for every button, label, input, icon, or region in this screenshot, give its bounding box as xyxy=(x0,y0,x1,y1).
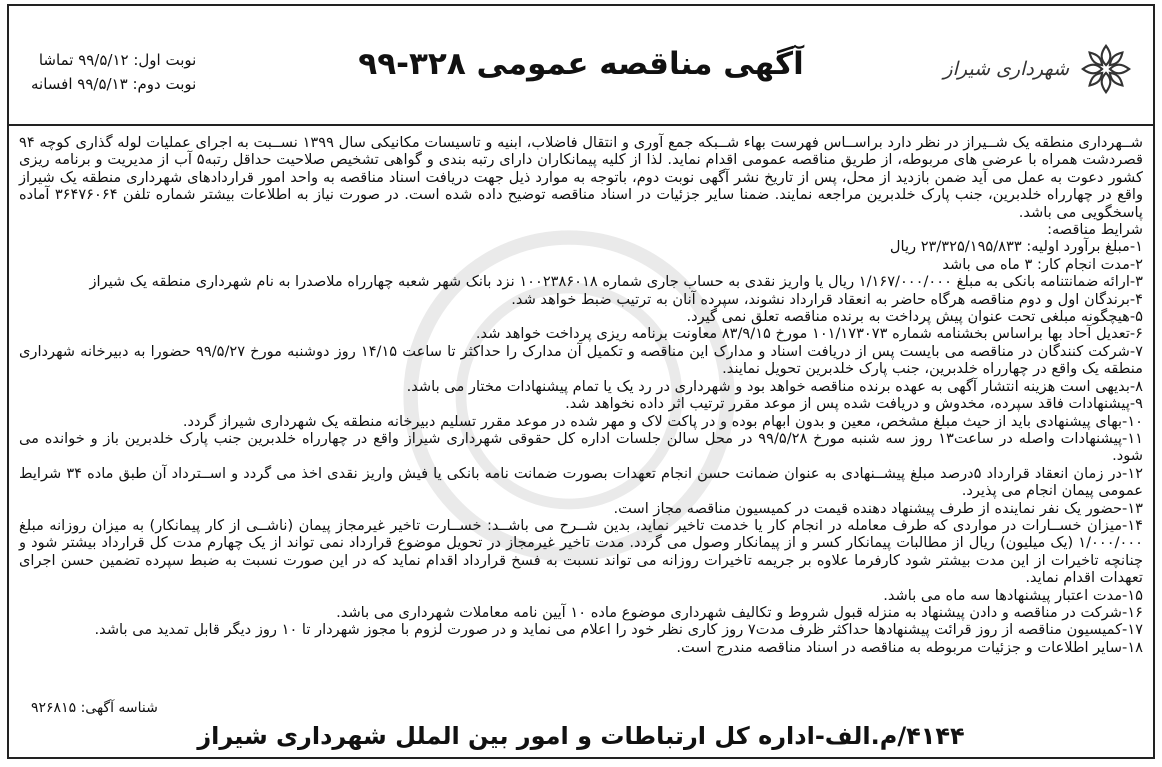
condition-item: ۱۸-سایر اطلاعات و جزئیات مربوطه به مناقصه در اسناد مناقصه مندرج است. xyxy=(676,638,1143,656)
condition-item: ۱۰-بهای پیشنهادی باید از حیث مبلغ مشخص، معین و بدون ابهام بوده و در پاکت لاک و مهر شده در موعد مقرر تسلیم دبیرخانه منطقه یک شهرداری شیراز گردد. xyxy=(182,412,1143,430)
publication-dates xyxy=(31,48,196,96)
notice-body xyxy=(19,134,1143,656)
condition-item: ۲-مدت انجام کار: ۳ ماه می باشد xyxy=(942,255,1143,273)
condition-item: ۵-هیچگونه مبلغی تحت عنوان پیش پرداخت به برنده مناقصه تعلق نمی گیرد. xyxy=(686,308,1143,326)
condition-item: ۹-پیشنهادات فاقد سپرده، مخدوش و دریافت شده پس از موعد مقرر ترتیب اثر داده نخواهد شد. xyxy=(565,395,1143,413)
footer-issuer: ۴۱۴۴/م.الف-اداره کل ارتباطات و امور بین الملل شهرداری شیراز xyxy=(197,722,965,750)
first-round-date: نوبت اول: ۹۹/۵/۱۲ تماشا xyxy=(38,51,197,69)
condition-item: ۱۵-مدت اعتبار پیشنهادها سه ماه می باشد. xyxy=(883,586,1143,604)
condition-item: ۱۳-حضور یک نفر نماینده از طرف پیشنهاد دهنده قیمت در کمیسیون مناقصه مجاز است. xyxy=(613,499,1143,517)
condition-item: ۴-برندگان اول و دوم مناقصه هرگاه حاضر به انعقاد قرارداد نشوند، سپرده آنان به ترتیب ضبط خواهد شد. xyxy=(511,290,1143,308)
logo-text: شهرداری شیراز xyxy=(943,58,1069,80)
condition-item: ۶-تعدیل آحاد بها براساس بخشنامه شماره ۱۰۱/۱۷۳۰۷۳ مورخ ۸۳/۹/۱۵ معاونت برنامه ریزی پرداخت خواهد شد. xyxy=(475,325,1143,343)
condition-item: ۸-بدیهی است هزینه انتشار آگهی به عهده برنده مناقصه خواهد بود و شهرداری در رد یک یا تمام پیشنهادات مختار می باشد. xyxy=(406,377,1143,395)
notice-title: آگهی مناقصه عمومی ۳۲۸-۹۹ xyxy=(358,46,804,82)
ad-code: شناسه آگهی: ۹۲۶۸۱۵ xyxy=(31,700,158,716)
condition-item: ۱۶-شرکت در مناقصه و دادن پیشنهاد به منزله قبول شروط و تکالیف شهرداری موضوع ماده ۱۰ آیین نامه معاملات شهرداری می باشد. xyxy=(336,603,1143,621)
tender-notice xyxy=(7,4,1155,759)
conditions-heading: شرایط مناقصه: xyxy=(1047,221,1143,239)
conditions-list xyxy=(19,238,1143,656)
intro-paragraph: شــهرداری منطقه یک شــیراز در نظر دارد براســاس فهرست بهاء شــبکه جمع آوری و انتقال فاضلاب، ابنیه و تاسیسات مکانیکی سال ۱۳۹۹ نســبت به اجرای عملیات لوله گذاری کوچه ۹۴ قصردشت همراه با عرضی های مربوطه، از طریق مناقصه عمومی اقدام نماید. لذا از کلیه پیمانکاران دارای رتبه بندی و گواهی تشخیص صلاحیت حداقل رتبه۵ آب از مدیریت و برنامه ریزی کشور دعوت به عمل می آید ضمن بازدید از محل، پس از تاریخ نشر آگهی نوبت دوم، باتوجه به موارد ذیل جهت دریافت اسناد مناقصه به واحد امور قراردادهای شهرداری منطقه یک شیراز واقع در چهارراه خلدبرین، جنب پارک خلدبرین مراجعه نمایند. ضمنا سایر جزئیات در اسناد مناقصه توضیح داده شده است. در صورت نیاز به اطلاعات بیشتر شماره تلفن ۳۶۴۷۶۰۶۴ آماده پاسخگویی می باشد. xyxy=(19,134,1143,221)
condition-item: ۱۱-پیشنهادات واصله در ساعت۱۳ روز سه شنبه مورخ ۹۹/۵/۲۸ در محل سالن جلسات اداره کل حقوقی شهرداری شیراز واقع در چهارراه خلدبرین جنب پارک خلدبرین باز و خوانده می شود. xyxy=(19,429,1143,465)
condition-item: ۱۲-در زمان انعقاد قرارداد ۵درصد مبلغ پیشــنهادی به عنوان ضمانت حسن انجام تعهدات بصورت ضمانت نامه بانکی یا فیش واریز نقدی اخذ می گردد و اســترداد آن طبق ماده ۳۴ شرایط عمومی پیمان انجام می پذیرد. xyxy=(19,464,1143,500)
condition-item: ۱۴-میزان خســارات در مواردی که طرف معامله در انجام کار یا خدمت تاخیر نماید، بدین شــرح می باشــد: خســارت تاخیر غیرمجاز پیمان (ناشــی از کار پیمانکار) به میزان روزانه مبلغ ۱/۰۰۰/۰۰۰ (یک میلیون) ریال از مطالبات پیمانکار کسر و از پیمانکار وصول می گردد. مدت تاخیر غیرمجاز در تحویل موضوع قرارداد نمی تواند از یک چهارم مدت کل قرارداد بیشتر شود و چنانچه تاخیرات از این مدت بیشتر شود کارفرما علاوه بر جریمه تاخیرات روزانه می تواند نسبت به فسخ قرارداد اقدام نماید که در این صورت نسبت به ضبط سپرده تضمین حسن اجرای تعهدات اقدام نماید. xyxy=(19,516,1143,587)
second-round-date: نوبت دوم: ۹۹/۵/۱۳ افسانه xyxy=(31,75,197,93)
condition-item: ۱-مبلغ برآورد اولیه: ۲۳/۳۲۵/۱۹۵/۸۳۳ ریال xyxy=(889,238,1143,256)
condition-item: ۷-شرکت کنندگان در مناقصه می بایست پس از دریافت اسناد و مدارک این مناقصه و تکمیل آن مدارک را حداکثر تا ساعت ۱۴/۱۵ روز دوشنبه مورخ ۹۹/۵/۲۷ حضورا به دبیرخانه شهرداری منطقه یک واقع در چهارراه خلدبرین، جنب پارک خلدبرین تحویل نمایند. xyxy=(19,342,1143,378)
condition-item: ۳-ارائه ضمانتنامه بانکی به مبلغ ۱/۱۶۷/۰۰۰/۰۰۰ ریال یا واریز نقدی به حساب جاری شماره ۱۰۰۲۳۸۶۰۱۸ نزد بانک شهر شعبه چهارراه ملاصدرا به نام شهرداری منطقه یک شیراز xyxy=(89,273,1143,291)
condition-item: ۱۷-کمیسیون مناقصه از روز قرائت پیشنهادها حداکثر ظرف مدت۷ روز کاری نظر خود را اعلام می نماید و در صورت لزوم با مجوز شهردار تا ۱۰ روز دیگر قابل تمدید می باشد. xyxy=(94,621,1143,639)
notice-header xyxy=(9,6,1153,126)
